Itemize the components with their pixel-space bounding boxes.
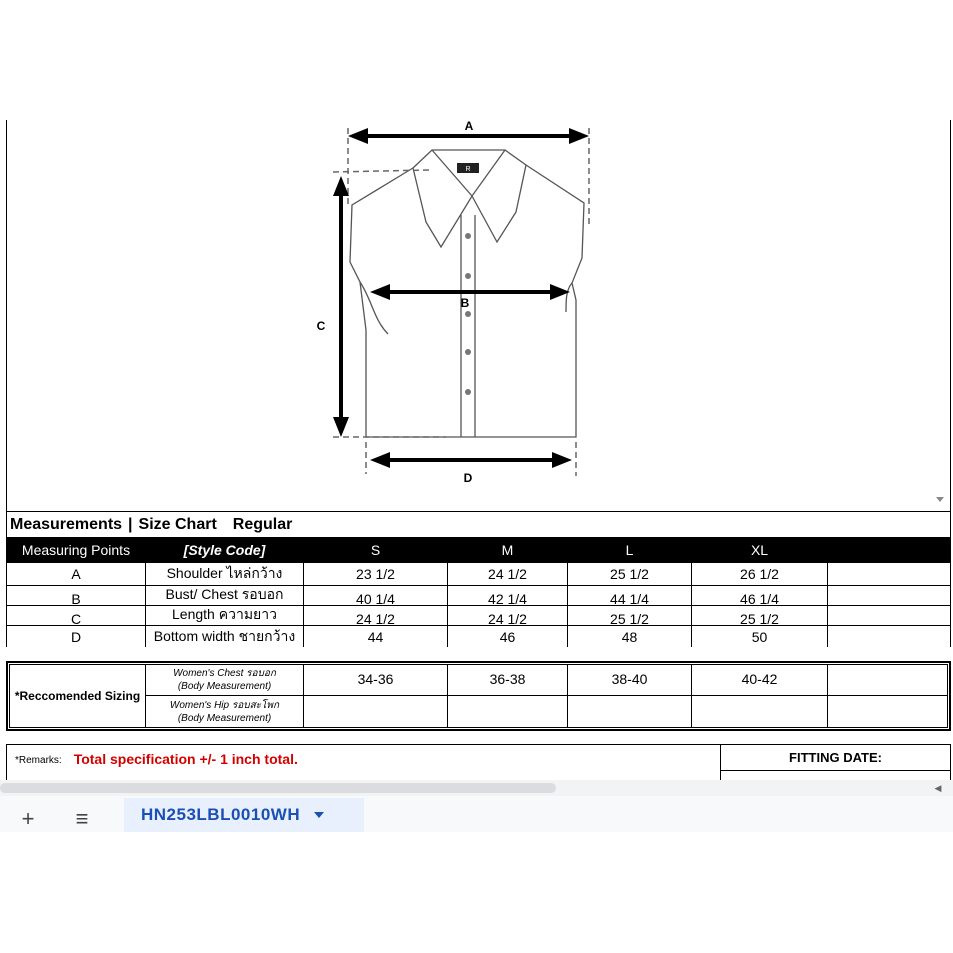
sheet-tab-dropdown-icon[interactable] bbox=[314, 812, 324, 818]
row-a-xl[interactable]: 26 1/2 bbox=[691, 562, 828, 586]
row-c-name[interactable]: Length ความยาว bbox=[145, 605, 304, 626]
header-size-m[interactable]: M bbox=[447, 537, 568, 563]
header-size-xl[interactable]: XL bbox=[691, 537, 828, 563]
label-d: D bbox=[463, 471, 473, 485]
table-title bbox=[10, 516, 292, 534]
remarks-label: *Remarks: bbox=[15, 755, 62, 766]
scrollbar-thumb[interactable] bbox=[0, 783, 556, 793]
row-b-xl[interactable]: 46 1/4 bbox=[691, 585, 828, 606]
scroll-down-indicator-icon[interactable] bbox=[936, 497, 944, 502]
table-gap bbox=[6, 647, 951, 662]
row-b-empty[interactable] bbox=[827, 585, 951, 606]
remarks-gap bbox=[6, 731, 951, 745]
horizontal-scrollbar[interactable] bbox=[0, 780, 953, 796]
scroll-left-icon[interactable]: ◀ bbox=[934, 782, 942, 793]
sizing-chest-label[interactable] bbox=[145, 664, 304, 696]
row-a-m[interactable]: 24 1/2 bbox=[447, 562, 568, 586]
row-c-point[interactable]: C bbox=[6, 605, 146, 626]
label-b: B bbox=[460, 296, 470, 310]
title-fit: Regular bbox=[232, 516, 293, 533]
row-c-xl[interactable]: 25 1/2 bbox=[691, 605, 828, 626]
row-a-point[interactable]: A bbox=[6, 562, 146, 586]
row-d-l[interactable]: 48 bbox=[567, 625, 692, 648]
row-b-point[interactable]: B bbox=[6, 585, 146, 606]
sizing-chest-line1: Women's Chest รอบอก bbox=[173, 668, 276, 679]
sizing-chest-line2: (Body Measurement) bbox=[177, 681, 272, 692]
title-measurements: Measurements bbox=[10, 516, 123, 533]
header-empty[interactable] bbox=[827, 537, 951, 563]
sizing-chest-empty[interactable] bbox=[827, 664, 948, 696]
header-measuring-points[interactable]: Measuring Points bbox=[6, 537, 146, 563]
row-c-m[interactable]: 24 1/2 bbox=[447, 605, 568, 626]
title-separator: | bbox=[128, 516, 133, 533]
sizing-hip-s[interactable] bbox=[303, 695, 448, 728]
row-d-s[interactable]: 44 bbox=[303, 625, 448, 648]
row-d-point[interactable]: D bbox=[6, 625, 146, 648]
shirt-placket bbox=[461, 215, 475, 437]
header-size-l[interactable]: L bbox=[567, 537, 692, 563]
remarks-text: Total specification +/- 1 inch total. bbox=[73, 751, 298, 767]
row-b-name[interactable]: Bust/ Chest รอบอก bbox=[145, 585, 304, 606]
sheet-tab-name: HN253LBL0010WH bbox=[141, 805, 301, 824]
row-b-m[interactable]: 42 1/4 bbox=[447, 585, 568, 606]
sizing-chest-l[interactable]: 38-40 bbox=[567, 664, 692, 696]
remarks-cell[interactable] bbox=[6, 744, 721, 780]
sheet-tab-active[interactable] bbox=[124, 798, 364, 832]
row-d-empty[interactable] bbox=[827, 625, 951, 648]
row-b-s[interactable]: 40 1/4 bbox=[303, 585, 448, 606]
row-a-s[interactable]: 23 1/2 bbox=[303, 562, 448, 586]
sizing-hip-xl[interactable] bbox=[691, 695, 828, 728]
label-a: A bbox=[464, 119, 474, 133]
sizing-hip-empty[interactable] bbox=[827, 695, 948, 728]
header-size-s[interactable]: S bbox=[303, 537, 448, 563]
fitting-date-cell[interactable]: FITTING DATE: bbox=[720, 744, 951, 771]
row-c-empty[interactable] bbox=[827, 605, 951, 626]
label-c: C bbox=[316, 319, 326, 333]
row-d-name[interactable]: Bottom width ชายกว้าง bbox=[145, 625, 304, 648]
sizing-chest-s[interactable]: 34-36 bbox=[303, 664, 448, 696]
row-d-m[interactable]: 46 bbox=[447, 625, 568, 648]
sizing-hip-m[interactable] bbox=[447, 695, 568, 728]
sizing-hip-line1: Women's Hip รอบสะโพก bbox=[169, 699, 280, 711]
title-size-chart: Size Chart bbox=[138, 516, 217, 533]
row-c-l[interactable]: 25 1/2 bbox=[567, 605, 692, 626]
row-a-name[interactable]: Shoulder ไหล่กว้าง bbox=[145, 562, 304, 586]
sizing-chest-m[interactable]: 36-38 bbox=[447, 664, 568, 696]
sizing-hip-l[interactable] bbox=[567, 695, 692, 728]
sizing-label[interactable]: *Reccomended Sizing bbox=[9, 664, 146, 728]
row-a-empty[interactable] bbox=[827, 562, 951, 586]
sizing-chest-xl[interactable]: 40-42 bbox=[691, 664, 828, 696]
sizing-hip-line2: (Body Measurement) bbox=[177, 712, 272, 724]
row-d-xl[interactable]: 50 bbox=[691, 625, 828, 648]
row-a-l[interactable]: 25 1/2 bbox=[567, 562, 692, 586]
add-sheet-icon[interactable]: + bbox=[21, 806, 35, 831]
row-c-s[interactable]: 24 1/2 bbox=[303, 605, 448, 626]
row-b-l[interactable]: 44 1/4 bbox=[567, 585, 692, 606]
header-style-code[interactable]: [Style Code] bbox=[145, 537, 304, 563]
brand-logo-text: R bbox=[465, 166, 471, 173]
all-sheets-menu-icon[interactable]: ≡ bbox=[75, 806, 89, 831]
fitting-date-value[interactable] bbox=[720, 770, 951, 780]
sizing-hip-label[interactable] bbox=[145, 695, 304, 728]
